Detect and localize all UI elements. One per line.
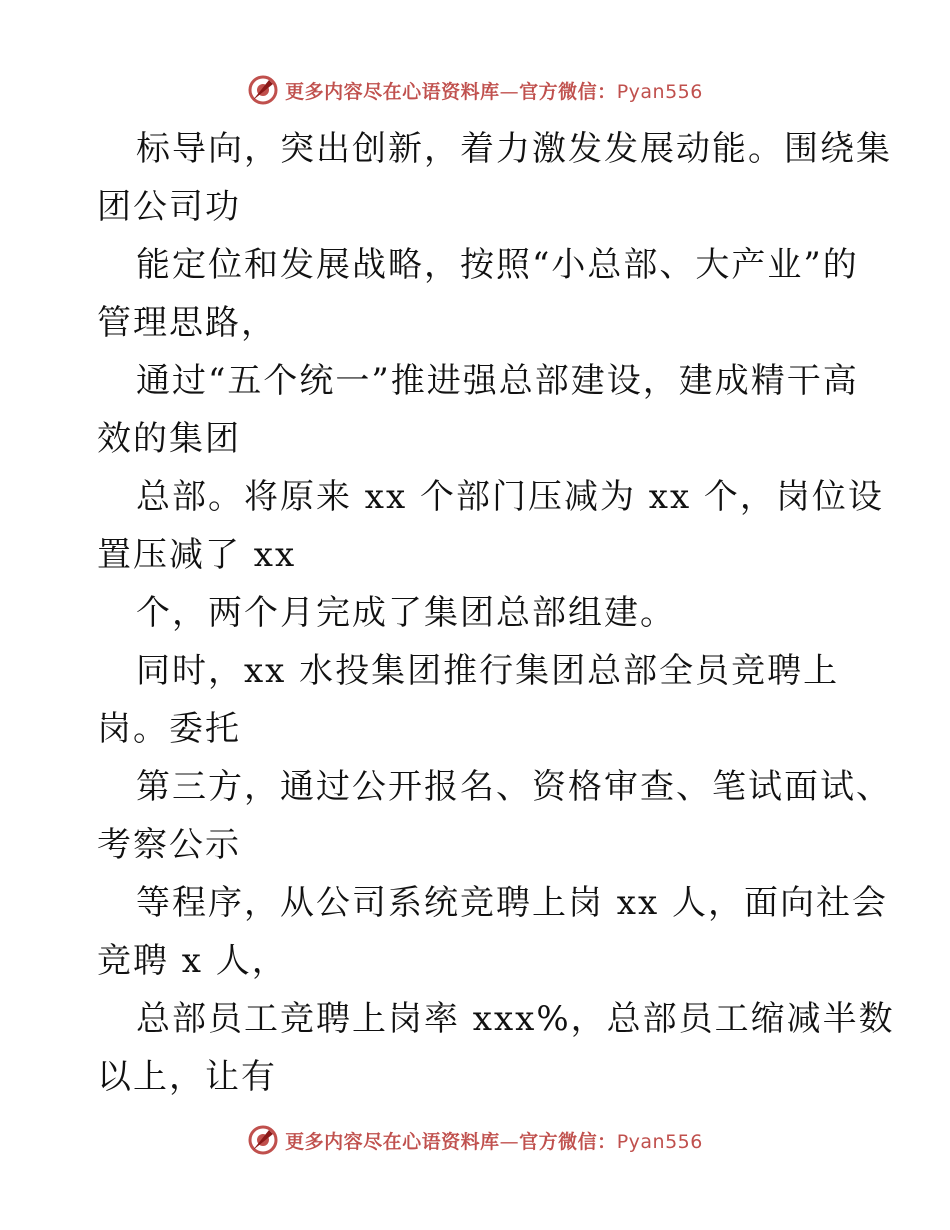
footer-wechat-label: 官方微信： [519,1130,617,1153]
text-line: 置压减了 xx [97,535,297,575]
text-line: 管理思路， [97,303,277,343]
header-brand-text: 更多内容尽在心语资料库 [285,80,500,103]
footer-brand-text: 更多内容尽在心语资料库 [285,1130,500,1153]
header-wechat-label: 官方微信： [519,80,617,103]
text-line: 通过“五个统一”推进强总部建设，建成精干高 [136,361,859,401]
document-body [97,120,895,1106]
text-line: 考察公示 [97,825,241,865]
header-separator: — [499,80,520,103]
text-line: 个，两个月完成了集团总部组建。 [136,593,676,633]
footer-wechat-id: Pyan556 [616,1130,703,1153]
footer-separator: — [499,1130,520,1153]
footer-banner-text [285,1127,703,1154]
quill-circle-logo-icon [247,74,279,106]
header-banner [0,70,950,110]
text-line: 标导向，突出创新，着力激发发展动能。围绕集 [136,129,892,169]
quill-circle-logo-icon [247,1124,279,1156]
text-line: 团公司功 [97,187,241,227]
text-line: 岗。委托 [97,709,241,749]
text-line: 竞聘 x 人， [97,941,288,981]
text-line: 效的集团 [97,419,241,459]
header-wechat-id: Pyan556 [616,80,703,103]
text-line: 第三方，通过公开报名、资格审查、笔试面试、 [136,767,892,807]
text-line: 等程序，从公司系统竞聘上岗 xx 人，面向社会 [136,883,888,923]
footer-banner [0,1120,950,1160]
text-line: 总部员工竞聘上岗率 xxx%，总部员工缩减半数 [136,999,895,1039]
text-line: 能定位和发展战略，按照“小总部、大产业”的 [136,245,859,285]
text-line: 以上，让有 [97,1057,277,1097]
text-line: 总部。将原来 xx 个部门压减为 xx 个，岗位设 [136,477,884,517]
header-banner-text [285,77,703,104]
text-line: 同时，xx 水投集团推行集团总部全员竞聘上 [136,651,840,691]
